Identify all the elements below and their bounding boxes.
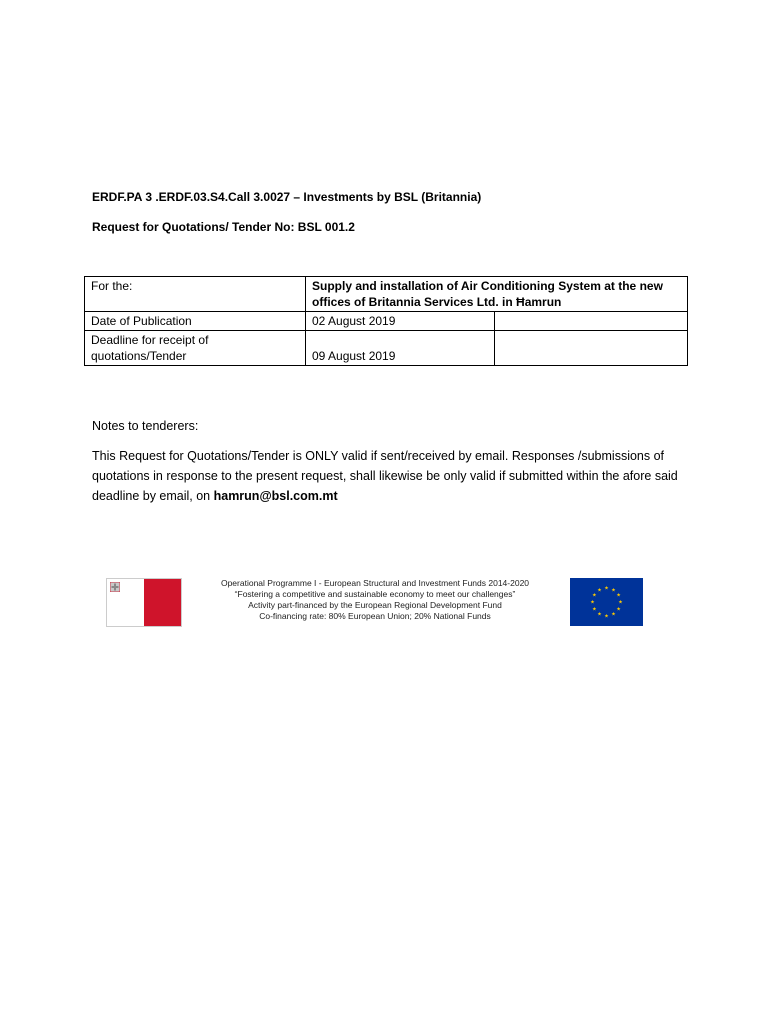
- eu-star-icon: ★: [611, 587, 616, 594]
- table-row: [85, 312, 688, 331]
- eu-star-icon: ★: [611, 611, 616, 618]
- eu-star-icon: ★: [592, 606, 597, 613]
- empty-cell: [495, 331, 688, 366]
- eu-star-icon: ★: [616, 606, 621, 613]
- eu-star-icon: ★: [592, 592, 597, 599]
- notes-text: This Request for Quotations/Tender is ONLY valid if sent/received by email. Responses /submissions of quotations in response to the present request, shall likewise be only valid if submitted within the afore said deadline by email, on: [92, 449, 678, 503]
- notes-paragraph: [92, 446, 692, 506]
- row-value-subject: Supply and installation of Air Conditioning System at the new offices of Britannia Services Ltd. in Ħamrun: [306, 277, 688, 312]
- fund-line: Activity part-financed by the European Regional Development Fund: [248, 600, 502, 610]
- programme-line: Operational Programme I - European Structural and Investment Funds 2014-2020: [220, 578, 530, 588]
- funding-statement: [176, 578, 574, 622]
- tender-info-table: [84, 276, 688, 366]
- eu-star-icon: ★: [616, 592, 621, 599]
- email-link[interactable]: hamrun@bsl.com.mt: [213, 489, 338, 503]
- tender-number: Request for Quotations/ Tender No: BSL 001.2: [92, 220, 355, 234]
- eu-flag-icon: [570, 578, 643, 626]
- notes-heading: Notes to tenderers:: [92, 419, 199, 433]
- table-row: [85, 277, 688, 312]
- malta-flag-icon: [106, 578, 182, 627]
- eu-star-icon: ★: [618, 599, 623, 606]
- slogan-line: “Fostering a competitive and sustainable economy to meet our challenges”: [234, 589, 516, 599]
- eu-star-icon: ★: [604, 613, 609, 620]
- eu-star-icon: ★: [604, 585, 609, 592]
- deadline-date: 09 August 2019: [306, 331, 495, 366]
- cofinancing-line: Co-financing rate: 80% European Union; 20% National Funds: [259, 611, 491, 621]
- publication-date: 02 August 2019: [306, 312, 495, 331]
- george-cross-icon: [110, 582, 120, 592]
- row-label-deadline: Deadline for receipt of quotations/Tender: [85, 331, 306, 366]
- table-row: [85, 331, 688, 366]
- funding-footer: [106, 578, 644, 628]
- eu-star-icon: ★: [597, 611, 602, 618]
- eu-star-icon: ★: [590, 599, 595, 606]
- empty-cell: [495, 312, 688, 331]
- row-label-for: For the:: [85, 277, 306, 312]
- row-label-publication: Date of Publication: [85, 312, 306, 331]
- eu-star-icon: ★: [597, 587, 602, 594]
- document-reference: ERDF.PA 3 .ERDF.03.S4.Call 3.0027 – Investments by BSL (Britannia): [92, 190, 482, 204]
